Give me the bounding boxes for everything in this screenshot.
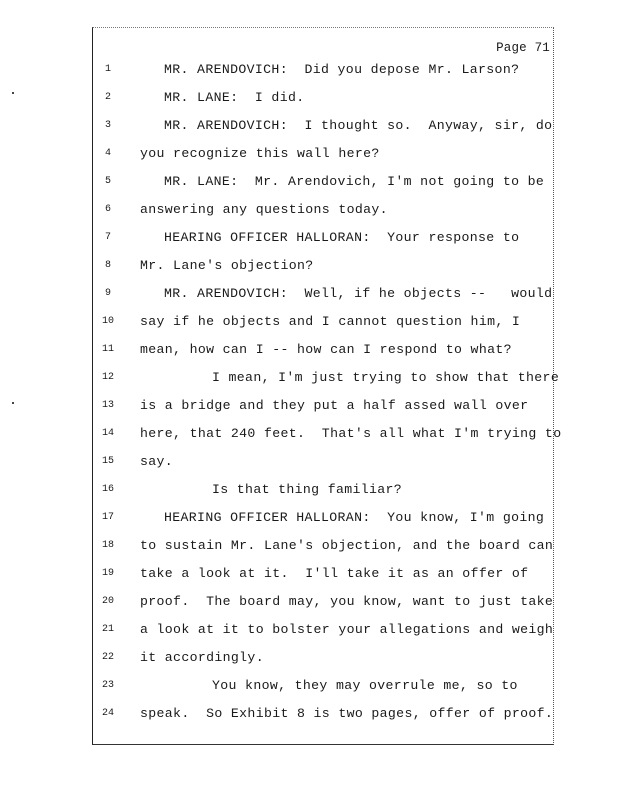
line-number: 2 bbox=[104, 92, 111, 103]
line-text: is a bridge and they put a half assed wall over bbox=[140, 398, 529, 413]
transcript-line bbox=[0, 336, 618, 364]
line-text: say if he objects and I cannot question him, I bbox=[140, 314, 521, 329]
line-number: 12 bbox=[101, 372, 114, 383]
line-number: 19 bbox=[101, 568, 114, 579]
transcript-line bbox=[0, 112, 618, 140]
transcript-line bbox=[0, 84, 618, 112]
transcript-line bbox=[0, 392, 618, 420]
transcript-line bbox=[0, 616, 618, 644]
transcript-line bbox=[0, 448, 618, 476]
transcript-line bbox=[0, 196, 618, 224]
transcript-line bbox=[0, 588, 618, 616]
line-number: 1 bbox=[104, 64, 111, 75]
line-text: proof. The board may, you know, want to just take bbox=[140, 594, 554, 609]
line-text: MR. LANE: I did. bbox=[164, 90, 305, 105]
line-number: 3 bbox=[104, 120, 111, 131]
transcript-line bbox=[0, 476, 618, 504]
line-text: MR. LANE: Mr. Arendovich, I'm not going to be bbox=[164, 174, 545, 189]
transcript-line bbox=[0, 560, 618, 588]
line-number: 22 bbox=[101, 652, 114, 663]
line-number: 7 bbox=[104, 232, 111, 243]
line-text: a look at it to bolster your allegations and weigh bbox=[140, 622, 554, 637]
transcript-line bbox=[0, 644, 618, 672]
line-number: 5 bbox=[104, 176, 111, 187]
transcript-line bbox=[0, 308, 618, 336]
line-number: 21 bbox=[101, 624, 114, 635]
line-text: Is that thing familiar? bbox=[212, 482, 403, 497]
line-text: here, that 240 feet. That's all what I'm trying to bbox=[140, 426, 562, 441]
line-number: 17 bbox=[101, 512, 114, 523]
line-text: mean, how can I -- how can I respond to what? bbox=[140, 342, 512, 357]
line-text: MR. ARENDOVICH: I thought so. Anyway, sir, do bbox=[164, 118, 553, 133]
line-number: 13 bbox=[101, 400, 114, 411]
line-number: 8 bbox=[104, 260, 111, 271]
line-text: to sustain Mr. Lane's objection, and the board can bbox=[140, 538, 554, 553]
line-text: it accordingly. bbox=[140, 650, 264, 665]
transcript-line bbox=[0, 56, 618, 84]
transcript-line bbox=[0, 224, 618, 252]
line-number: 24 bbox=[101, 708, 114, 719]
line-text: speak. So Exhibit 8 is two pages, offer of proof. bbox=[140, 706, 554, 721]
line-number: 20 bbox=[101, 596, 114, 607]
line-text: you recognize this wall here? bbox=[140, 146, 380, 161]
transcript-line bbox=[0, 168, 618, 196]
page-number: Page 71 bbox=[496, 41, 550, 55]
transcript-line bbox=[0, 532, 618, 560]
transcript-line bbox=[0, 364, 618, 392]
scan-speck bbox=[12, 92, 14, 94]
line-text: HEARING OFFICER HALLORAN: You know, I'm going bbox=[164, 510, 545, 525]
line-text: answering any questions today. bbox=[140, 202, 388, 217]
line-number: 6 bbox=[104, 204, 111, 215]
line-text: I mean, I'm just trying to show that there bbox=[212, 370, 560, 385]
transcript-line bbox=[0, 504, 618, 532]
transcript-line bbox=[0, 672, 618, 700]
line-number: 10 bbox=[101, 316, 114, 327]
line-number: 15 bbox=[101, 456, 114, 467]
transcript-line bbox=[0, 420, 618, 448]
line-number: 23 bbox=[101, 680, 114, 691]
line-number: 9 bbox=[104, 288, 111, 299]
transcript-line bbox=[0, 252, 618, 280]
transcript-line bbox=[0, 700, 618, 728]
line-text: Mr. Lane's objection? bbox=[140, 258, 314, 273]
line-number: 11 bbox=[101, 344, 114, 355]
line-number: 16 bbox=[101, 484, 114, 495]
transcript-line bbox=[0, 140, 618, 168]
line-text: HEARING OFFICER HALLORAN: Your response to bbox=[164, 230, 520, 245]
transcript-lines bbox=[0, 56, 618, 728]
line-text: take a look at it. I'll take it as an offer of bbox=[140, 566, 529, 581]
line-number: 4 bbox=[104, 148, 111, 159]
line-text: MR. ARENDOVICH: Well, if he objects -- would bbox=[164, 286, 553, 301]
transcript-line bbox=[0, 280, 618, 308]
line-text: You know, they may overrule me, so to bbox=[212, 678, 518, 693]
line-text: say. bbox=[140, 454, 174, 469]
line-number: 18 bbox=[101, 540, 114, 551]
scan-speck bbox=[12, 402, 14, 404]
line-number: 14 bbox=[101, 428, 114, 439]
line-text: MR. ARENDOVICH: Did you depose Mr. Larson? bbox=[164, 62, 520, 77]
